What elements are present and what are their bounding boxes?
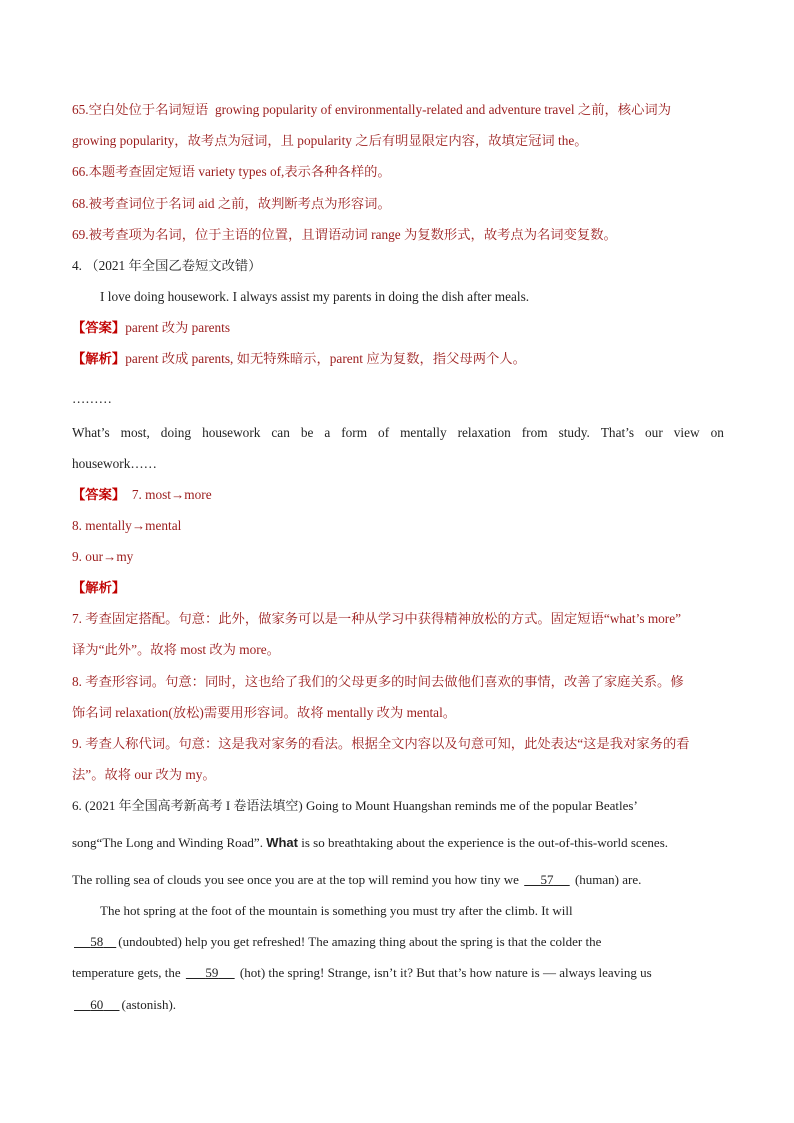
- blank-57[interactable]: [522, 872, 572, 887]
- q6-line6-start: temperature gets, the: [72, 965, 181, 980]
- passage-word: mentally: [400, 425, 447, 440]
- question-4-analysis: [72, 349, 526, 369]
- passage-word: from: [521, 425, 548, 440]
- analysis-9-line-2: 法”。故将 our 改为 my。: [72, 767, 216, 782]
- item-65-prefix: 65.空白处位于名词短语: [72, 102, 209, 117]
- passage-word: What’s: [72, 425, 110, 440]
- question-6-line-5: [72, 932, 601, 952]
- q6-what: What: [266, 835, 298, 850]
- q6-line2-end: is so breathtaking about the experience is the out-of-this-world scenes.: [301, 835, 669, 850]
- analysis-2-tag: 【解析】: [72, 580, 126, 595]
- analysis-9-line-1: 9. 考查人称代词。句意：这是我对家务的看法。根据全文内容以及句意可知，此处表达“这是我对家务的看: [72, 736, 690, 751]
- item-65-line-2: growing popularity，故考点为冠词，且 popularity 之后有明显限定内容，故填定冠词 the。: [72, 133, 588, 148]
- item-68: 68.被考查词位于名词 aid 之前，故判断考点为形容词。: [72, 196, 391, 211]
- blank-60-number: 60: [90, 997, 104, 1012]
- passage-word: form: [341, 425, 368, 440]
- item-65-phrase: growing popularity of environmentally-related and adventure travel: [214, 102, 575, 117]
- item-66: 66.本题考查固定短语 variety types of,表示各种各样的。: [72, 164, 391, 179]
- passage-word: housework: [202, 425, 261, 440]
- passage-word: of: [378, 425, 390, 440]
- q6-line2-start: song“The Long and Winding Road”.: [72, 835, 263, 850]
- blank-58[interactable]: [72, 934, 118, 949]
- passage-word: can: [271, 425, 290, 440]
- passage-word: be: [300, 425, 314, 440]
- analysis-7-line-2: 译为“此外”。故将 most 改为 more。: [72, 642, 280, 657]
- answer-7: 7. most→more: [131, 487, 212, 502]
- question-6-line-6: [72, 963, 652, 983]
- q6-line3-end: (human) are.: [574, 872, 642, 887]
- analysis-8-line-2: 饰名词 relaxation(放松)需要用形容词。故将 mentally 改为 mental。: [72, 705, 457, 720]
- answer-8: 8. mentally→mental: [72, 518, 182, 533]
- analysis-tag: 【解析】: [72, 351, 126, 366]
- answer-tag: 【答案】: [72, 487, 126, 502]
- q6-line5-end: (undoubted) help you get refreshed! The amazing thing about the spring is that the colder the: [118, 934, 602, 949]
- question-6-line-2: [72, 833, 668, 853]
- passage-word: a: [324, 425, 331, 440]
- blank-59-number: 59: [205, 965, 219, 980]
- q6-line7-end: (astonish).: [121, 997, 177, 1012]
- blank-58-number: 58: [90, 934, 104, 949]
- item-65-line-1: [72, 100, 671, 120]
- analysis-7-line-1: 7. 考查固定搭配。句意：此外，做家务可以是一种从学习中获得精神放松的方式。固定短语“what’s more”: [72, 611, 682, 626]
- question-6-line-4: The hot spring at the foot of the mountain is something you must try after the climb. It will: [100, 903, 573, 918]
- passage-word: on: [710, 425, 724, 440]
- question-4-title: 4. （2021 年全国乙卷短文改错）: [72, 258, 262, 273]
- question-6-line-3: [72, 870, 641, 890]
- item-69: 69.被考查项为名词，位于主语的位置，且谓语动词 range 为复数形式，故考点为名词变复数。: [72, 227, 617, 242]
- passage-word: our: [645, 425, 663, 440]
- answer-text: parent 改为 parents: [125, 320, 231, 335]
- answer-9: 9. our→my: [72, 549, 134, 564]
- passage-word: relaxation: [457, 425, 511, 440]
- passage-word: study.: [558, 425, 590, 440]
- passage-word: view: [673, 425, 700, 440]
- item-65-suffix: 之前，核心词为: [577, 102, 671, 117]
- passage-word: doing: [160, 425, 192, 440]
- passage-word: most,: [120, 425, 150, 440]
- question-4-answer: [72, 318, 230, 338]
- answer-2: [72, 485, 212, 505]
- blank-59[interactable]: [184, 965, 237, 980]
- passage-line-1: [72, 423, 724, 443]
- analysis-text: parent 改成 parents, 如无特殊暗示，parent 应为复数，指父母两个人。: [125, 351, 526, 366]
- answer-tag: 【答案】: [72, 320, 126, 335]
- ellipsis: ………: [72, 391, 112, 406]
- analysis-8-line-1: 8. 考查形容词。句意：同时，这也给了我们的父母更多的时间去做他们喜欢的事情，改善了家庭关系。修: [72, 674, 684, 689]
- q6-line6-end: (hot) the spring! Strange, isn’t it? But that’s how nature is — always leaving us: [239, 965, 652, 980]
- question-6-line-1: 6. (2021 年全国高考新高考 I 卷语法填空) Going to Mount Huangshan reminds me of the popular Beatles’: [72, 798, 638, 813]
- passage-line-2: housework……: [72, 456, 157, 471]
- q6-line3-start: The rolling sea of clouds you see once you are at the top will remind you how tiny we: [72, 872, 519, 887]
- passage-word: That’s: [600, 425, 635, 440]
- blank-57-number: 57: [540, 872, 554, 887]
- question-4-text: I love doing housework. I always assist my parents in doing the dish after meals.: [100, 289, 530, 304]
- blank-60[interactable]: [72, 997, 122, 1012]
- question-6-line-7: [72, 995, 176, 1015]
